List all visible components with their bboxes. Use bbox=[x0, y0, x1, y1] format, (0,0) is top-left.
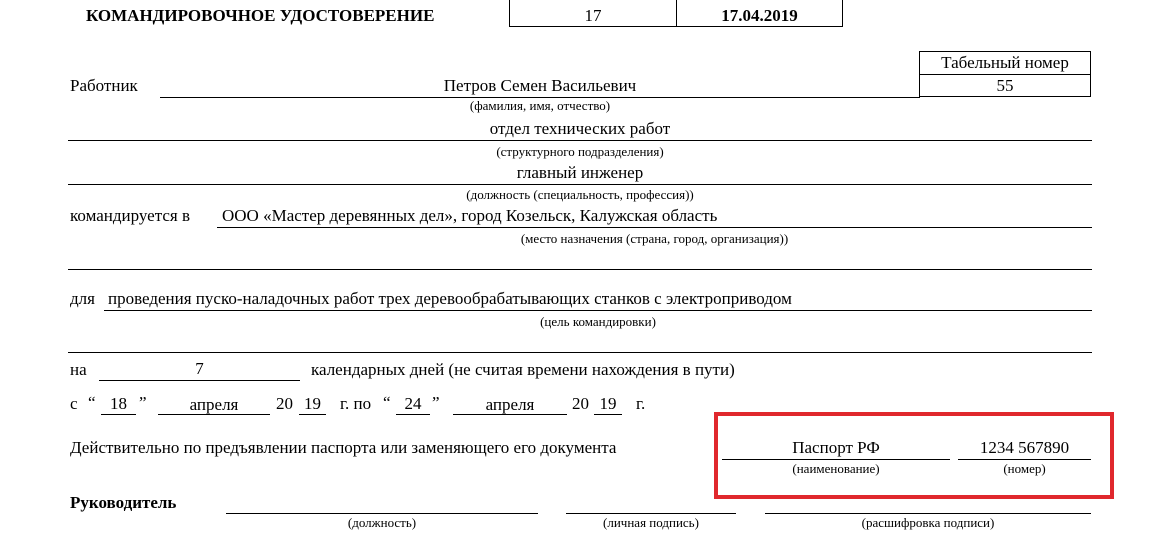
doc-number: 17 bbox=[584, 6, 602, 25]
destination-caption: (место назначения (страна, город, организация)) bbox=[520, 231, 789, 246]
doc-number-cell bbox=[509, 0, 677, 27]
duration-days: 7 bbox=[195, 359, 204, 378]
document-title: КОМАНДИРОВОЧНОЕ УДОСТОВЕРЕНИЕ bbox=[86, 6, 435, 25]
signature-position-caption: (должность) bbox=[347, 515, 417, 530]
period-to-year-prefix: 20 bbox=[572, 394, 589, 413]
duration-prefix: на bbox=[70, 360, 87, 379]
period-from-day: 18 bbox=[110, 394, 127, 413]
position-caption: (должность (специальность, профессия)) bbox=[466, 187, 694, 202]
doc-date-cell bbox=[676, 0, 843, 27]
destination-value: ООО «Мастер деревянных дел», город Козельск, Калужская область bbox=[222, 206, 718, 225]
tabnum-label: Табельный номер bbox=[941, 53, 1069, 72]
signature-label: Руководитель bbox=[70, 493, 177, 512]
document-number: 1234 567890 bbox=[979, 438, 1070, 457]
period-to-year: 19 bbox=[599, 394, 617, 413]
department-caption: (структурного подразделения) bbox=[496, 144, 664, 159]
document-name-caption: (наименование) bbox=[792, 461, 880, 476]
signature-decode-caption: (расшифровка подписи) bbox=[861, 515, 995, 530]
period-from-suffix: г. по bbox=[340, 394, 372, 413]
doc-date: 17.04.2019 bbox=[721, 6, 798, 25]
employee-name-caption: (фамилия, имя, отчество) bbox=[469, 98, 611, 113]
tabnum-box bbox=[919, 51, 1091, 97]
tabnum-value: 55 bbox=[996, 76, 1014, 95]
purpose-value: проведения пуско-наладочных работ трех деревообрабатывающих станков с электроприводом bbox=[108, 289, 792, 308]
employee-name: Петров Семен Васильевич bbox=[443, 76, 637, 95]
duration-suffix: календарных дней (не считая времени нахождения в пути) bbox=[311, 360, 735, 379]
quote-close-icon: ” bbox=[139, 393, 147, 412]
period-to-day: 24 bbox=[404, 394, 422, 413]
period-from-month: апреля bbox=[189, 395, 239, 414]
department-value: отдел технических работ bbox=[489, 119, 671, 138]
purpose-caption: (цель командировки) bbox=[540, 314, 656, 329]
document-label: Действительно по предъявлении паспорта или заменяющего его документа bbox=[70, 438, 617, 457]
destination-label: командируется в bbox=[70, 206, 190, 225]
employee-label: Работник bbox=[70, 76, 138, 95]
quote-open-icon: “ bbox=[88, 393, 96, 412]
purpose-label: для bbox=[70, 289, 95, 308]
document-name: Паспорт РФ bbox=[792, 438, 880, 457]
document-number-caption: (номер) bbox=[1003, 461, 1046, 476]
period-from-prefix: с bbox=[70, 394, 78, 413]
highlight-box bbox=[714, 412, 1114, 499]
period-to-suffix: г. bbox=[636, 394, 646, 413]
quote-open-icon-2: “ bbox=[383, 393, 391, 412]
quote-close-icon-2: ” bbox=[432, 393, 440, 412]
position-value: главный инженер bbox=[516, 163, 644, 182]
signature-sign-caption: (личная подпись) bbox=[603, 515, 699, 530]
period-from-year-prefix: 20 bbox=[276, 394, 293, 413]
period-from-year: 19 bbox=[304, 394, 321, 413]
period-to-month: апреля bbox=[485, 395, 535, 414]
